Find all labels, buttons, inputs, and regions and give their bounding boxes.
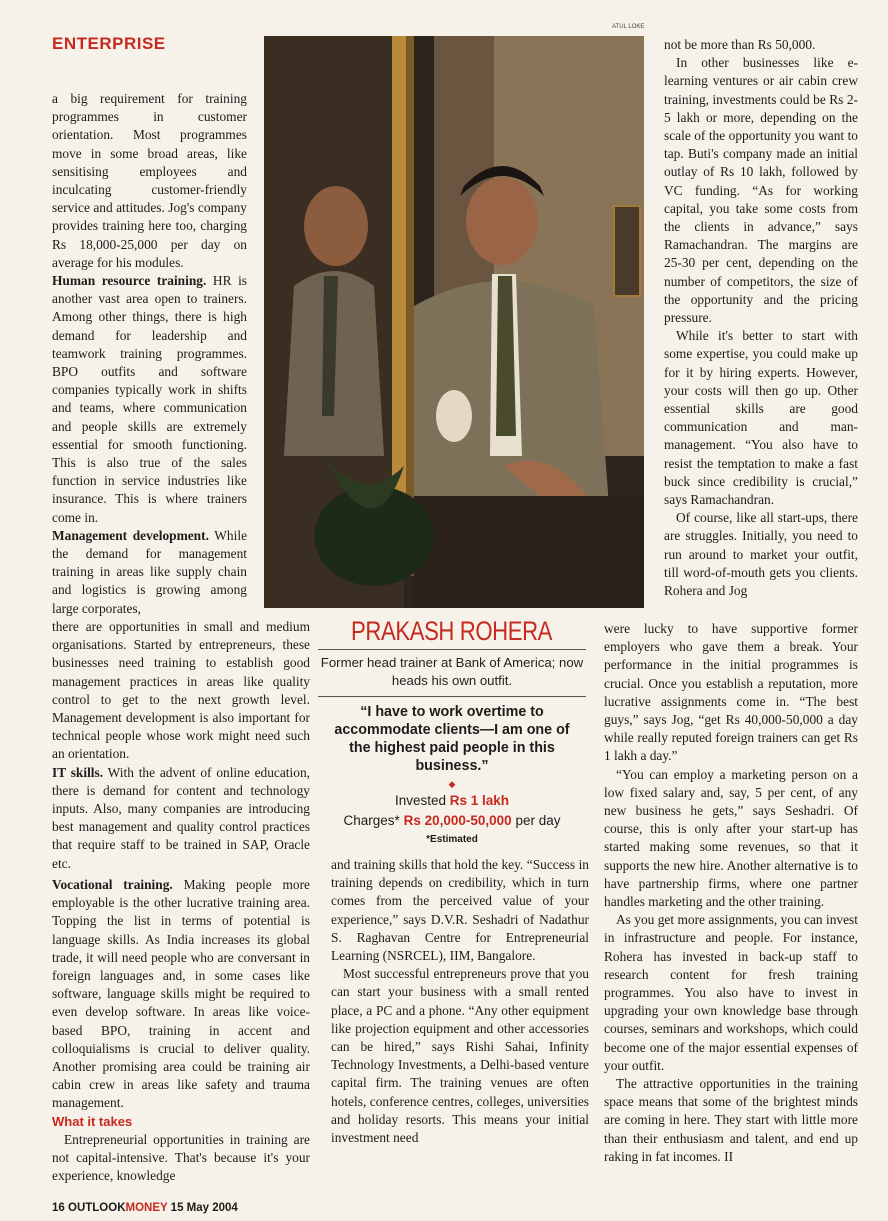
profile-invested bbox=[318, 791, 586, 811]
invested-value: Rs 1 lakh bbox=[449, 793, 510, 808]
page-footer bbox=[52, 1202, 238, 1214]
invested-label: Invested bbox=[394, 793, 446, 808]
subheading-it: IT skills. bbox=[52, 764, 104, 780]
profile-quote: “I have to work overtime to accommodate clients—I am one of the highest paid people in this business.” bbox=[334, 704, 570, 774]
column-1-bottom bbox=[52, 876, 310, 1185]
diamond-icon: ◆ bbox=[448, 779, 456, 789]
paragraph bbox=[52, 876, 310, 1113]
charges-value: Rs 20,000-50,000 bbox=[403, 813, 512, 828]
subheading-what-it-takes: What it takes bbox=[52, 1113, 133, 1129]
column-2-bottom bbox=[331, 856, 589, 1147]
subheading-hr: Human resource training. bbox=[52, 273, 207, 289]
paragraph-text: While the demand for management training in areas like supply chain and logistics is growing among large corporates, bbox=[52, 527, 248, 616]
profile-box bbox=[318, 616, 586, 849]
paragraph: Of course, like all start-ups, there are struggles. Initially, you need to run around to market your outfit, till word-of-mouth gets you clients. Rohera and Jog bbox=[664, 510, 858, 599]
paragraph bbox=[52, 527, 247, 618]
paragraph-text: Making people more employable is the other lucrative training area. Topping the list in terms of potential is language skills. As India increases its global trade, it will need people who are conversant in foreign languages and, in some cases like software, language skills might be required to even develop software. In areas like voice-based BPO, training in accent and colloquialisms is crucial to deliver quality. Another promising area could be training air cabin crew in areas like safety and trauma management. bbox=[52, 877, 310, 1111]
issue-date: 15 May 2004 bbox=[170, 1202, 238, 1214]
page-number: 16 bbox=[52, 1202, 65, 1214]
paragraph-text: HR is another vast area open to trainers. Among other things, there is high demand for leadership and teamwork training programmes. BPO outfits and software companies typically work in shifts and teams, where communication and people skills are extremely essential for smooth functioning. This is also true of the sales function in service industries like insurance. This is where trainers come in. bbox=[52, 273, 247, 525]
paragraph: The attractive opportunities in the training space means that some of the brightest minds are coming in here. They start with little more than their enthusiasm and talent, and end up raking in fat incomes. II bbox=[604, 1076, 858, 1164]
divider bbox=[318, 649, 586, 650]
section-label: ENTERPRISE bbox=[52, 34, 166, 53]
column-1-middle bbox=[52, 618, 310, 873]
paragraph bbox=[52, 272, 247, 527]
column-3-top bbox=[664, 36, 858, 600]
portrait-illustration bbox=[264, 36, 644, 608]
paragraph bbox=[52, 764, 310, 873]
paragraph: there are opportunities in small and medium organisations. Started by entrepreneurs, these businesses need training to establish good management practices in areas like quality control to get to the next growth level. Management development is also important for technical people whose work might need such an orientation. bbox=[52, 619, 310, 762]
paragraph: Most successful entrepreneurs prove that you can start your business with a small rented place, a PC and a phone. “Any other equipment like projection equipment and other accessories can be hired,” says Rishi Sahai, Infinity Technology Investments, a Delhi-based venture capital firm. The training venues are often hotels, conference centres, colleges, universities and holiday resorts. This means your initial investment need bbox=[331, 966, 589, 1146]
subheading-management: Management development. bbox=[52, 527, 209, 543]
paragraph: “You can employ a marketing person on a low fixed salary and, say, 5 per cent, of any new business he gets,” says Seshadri. Of course, this is only after your start-up has started making some revenues, so that it supports the new hire. Another alternative is to have partnership firms, where one partner handles marketing and the other training. bbox=[604, 766, 858, 910]
subheading-vocational: Vocational training. bbox=[52, 877, 173, 892]
photo-credit: ATUL LOKE bbox=[612, 24, 645, 30]
divider bbox=[318, 696, 586, 697]
paragraph: In other businesses like e-learning ventures or air cabin crew training, investments could be Rs 2-5 lakh or more, depending on the scale of the opportunity you want to tap. Buti's company made an initial outlay of Rs 10 lakh, followed by VC funding. “As for working capital, you take some costs from the clients in advance,” says Ramachandran. The margins are 25-30 per cent, depending on the number of competitors, the size of the opportunity and the pricing pressure. bbox=[664, 55, 858, 326]
paragraph: were lucky to have supportive former employers who gave them a break. Your performance in the initial programmes is crucial. Once you establish a reputation, more lucrative assignments come in. “The best guys,” says Jog, “get Rs 40,000-50,000 a day while really reputed foreign trainers can get Rs 1 lakh a day.” bbox=[604, 621, 858, 764]
paragraph: While it's better to start with some expertise, you could make up for it by hiring experts. However, your costs will then go up. Other essential skills are good communication and man-management. “You also have to resist the temptation to make a fast buck since credibility is crucial,” says Ramachandran. bbox=[664, 328, 858, 508]
paragraph: not be more than Rs 50,000. bbox=[664, 37, 816, 52]
column-1-top bbox=[52, 90, 247, 618]
paragraph: Entrepreneurial opportunities in training are not capital-intensive. That's because it's your experience, knowledge bbox=[52, 1131, 310, 1184]
paragraph: and training skills that hold the key. “Success in training depends on credibility, which in turn comes from the perceived value of your experience,” says D.V.R. Seshadri of Nadathur S. Raghavan Centre for Entrepreneurial Learning (NSRCEL), IIM, Bangalore. bbox=[331, 857, 589, 964]
paragraph-text: With the advent of online education, there is demand for content and technology inputs. Also, many companies are introducing best management and quality control practices that require staff to be trained in SAP, Oracle etc. bbox=[52, 764, 310, 871]
paragraph: a big requirement for training programmes in customer orientation. Most programmes move in some broad areas, like sensitising employees and inculcating customer-friendly service and attitudes. Jog's company provides training here too, charging Rs 18,000-25,000 per day on average for his modules. bbox=[52, 91, 247, 270]
profile-charges bbox=[318, 811, 586, 831]
charges-label: Charges* bbox=[343, 813, 400, 828]
profile-role: Former head trainer at Bank of America; now heads his own outfit. bbox=[320, 655, 584, 688]
charges-suffix: per day bbox=[515, 813, 561, 828]
brand-money: MONEY bbox=[125, 1202, 168, 1214]
column-3-bottom bbox=[604, 620, 858, 1166]
estimated-note: *Estimated bbox=[426, 834, 478, 845]
paragraph: As you get more assignments, you can invest in infrastructure and people. For instance, Rohera has invested in back-up staff to research content for fresh training programmes. You also have to invest in upgrading your own knowledge base through courses, seminars and workshops, which could become one of the major essential expenses of your outfit. bbox=[604, 912, 858, 1073]
profile-name: PRAKASH ROHERA bbox=[351, 616, 553, 646]
portrait-photo bbox=[264, 36, 644, 608]
brand-outlook: OUTLOOK bbox=[68, 1202, 126, 1214]
